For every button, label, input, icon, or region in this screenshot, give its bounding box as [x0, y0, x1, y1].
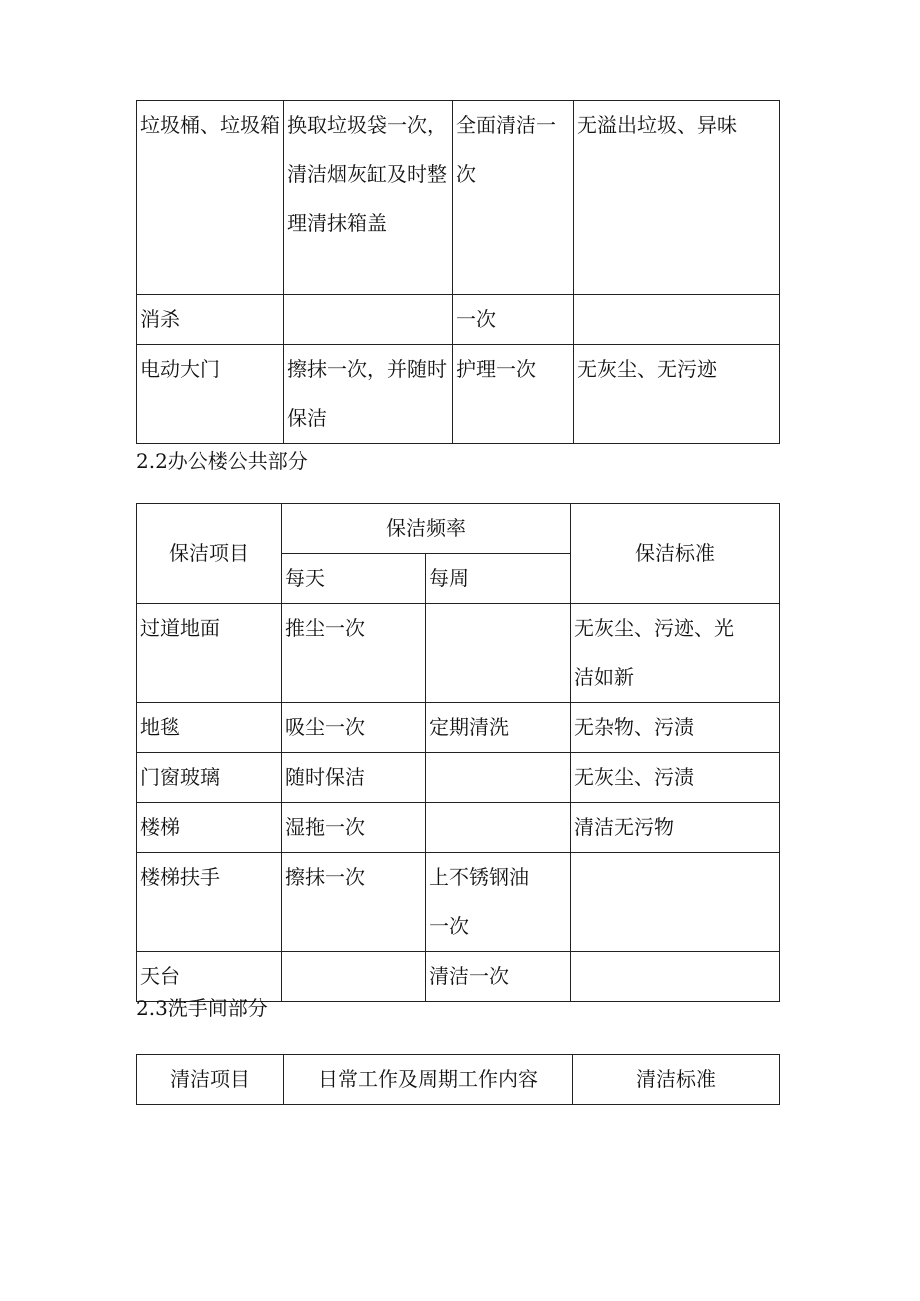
- table-cell: 一次: [453, 295, 574, 345]
- table-cell: 上不锈钢油一次: [426, 853, 571, 952]
- header-frequency: 保洁频率: [282, 504, 571, 554]
- header-content: 日常工作及周期工作内容: [284, 1055, 573, 1105]
- table-cell: 无灰尘、无污迹: [574, 345, 780, 444]
- table-cell: 清洁一次: [426, 952, 571, 1002]
- table-cell: [426, 604, 571, 703]
- table-cell: [571, 952, 780, 1002]
- table-cell: 擦抹一次: [282, 853, 426, 952]
- section-heading-2-2: 2.2办公楼公共部分: [136, 449, 308, 473]
- header-standard: 保洁标准: [571, 504, 780, 604]
- table-row: [137, 703, 780, 753]
- header-standard: 清洁标准: [573, 1055, 780, 1105]
- table-cell: 消杀: [137, 295, 284, 345]
- table-row: [137, 345, 780, 444]
- table-cell: 门窗玻璃: [137, 753, 282, 803]
- table-cell: 湿拖一次: [282, 803, 426, 853]
- outdoor-cleaning-table: [136, 100, 780, 444]
- table-cell: 擦抹一次，并随时保洁: [284, 345, 453, 444]
- header-weekly: 每周: [426, 554, 571, 604]
- table-cell: 地毯: [137, 703, 282, 753]
- table-cell: [426, 753, 571, 803]
- table-cell: 电动大门: [137, 345, 284, 444]
- table-row: [137, 604, 780, 703]
- table-cell: [284, 295, 453, 345]
- restroom-table: [136, 1054, 780, 1105]
- table-cell: 无溢出垃圾、异味: [574, 101, 780, 295]
- table-row: [137, 101, 780, 295]
- header-item: 清洁项目: [137, 1055, 284, 1105]
- table-cell: [282, 952, 426, 1002]
- table-cell: 定期清洗: [426, 703, 571, 753]
- table-row: [137, 753, 780, 803]
- table-cell: 无杂物、污渍: [571, 703, 780, 753]
- section-heading-2-3: 2.3洗手间部分: [136, 996, 268, 1020]
- table-cell: [574, 295, 780, 345]
- table-row: [137, 803, 780, 853]
- table-row: [137, 295, 780, 345]
- table-cell: 推尘一次: [282, 604, 426, 703]
- table-cell: 无灰尘、污迹、光洁如新: [571, 604, 780, 703]
- table-cell: [571, 853, 780, 952]
- table-cell: 清洁无污物: [571, 803, 780, 853]
- table-row: [137, 853, 780, 952]
- table-cell: 吸尘一次: [282, 703, 426, 753]
- table-cell: [426, 803, 571, 853]
- table-cell: 无灰尘、污渍: [571, 753, 780, 803]
- table-cell: 换取垃圾袋一次，清洁烟灰缸及时整理清抹箱盖: [284, 101, 453, 295]
- table-cell: 过道地面: [137, 604, 282, 703]
- office-public-area-table: [136, 503, 780, 1002]
- table-cell: 随时保洁: [282, 753, 426, 803]
- table-header-row: [137, 504, 780, 554]
- table-cell: 护理一次: [453, 345, 574, 444]
- table-cell: 全面清洁一次: [453, 101, 574, 295]
- header-item: 保洁项目: [137, 504, 282, 604]
- header-daily: 每天: [282, 554, 426, 604]
- table-cell: 楼梯扶手: [137, 853, 282, 952]
- table-cell: 天台: [137, 952, 282, 1002]
- table-cell: 楼梯: [137, 803, 282, 853]
- table-cell: 垃圾桶、垃圾箱: [137, 101, 284, 295]
- table-header-row: [137, 1055, 780, 1105]
